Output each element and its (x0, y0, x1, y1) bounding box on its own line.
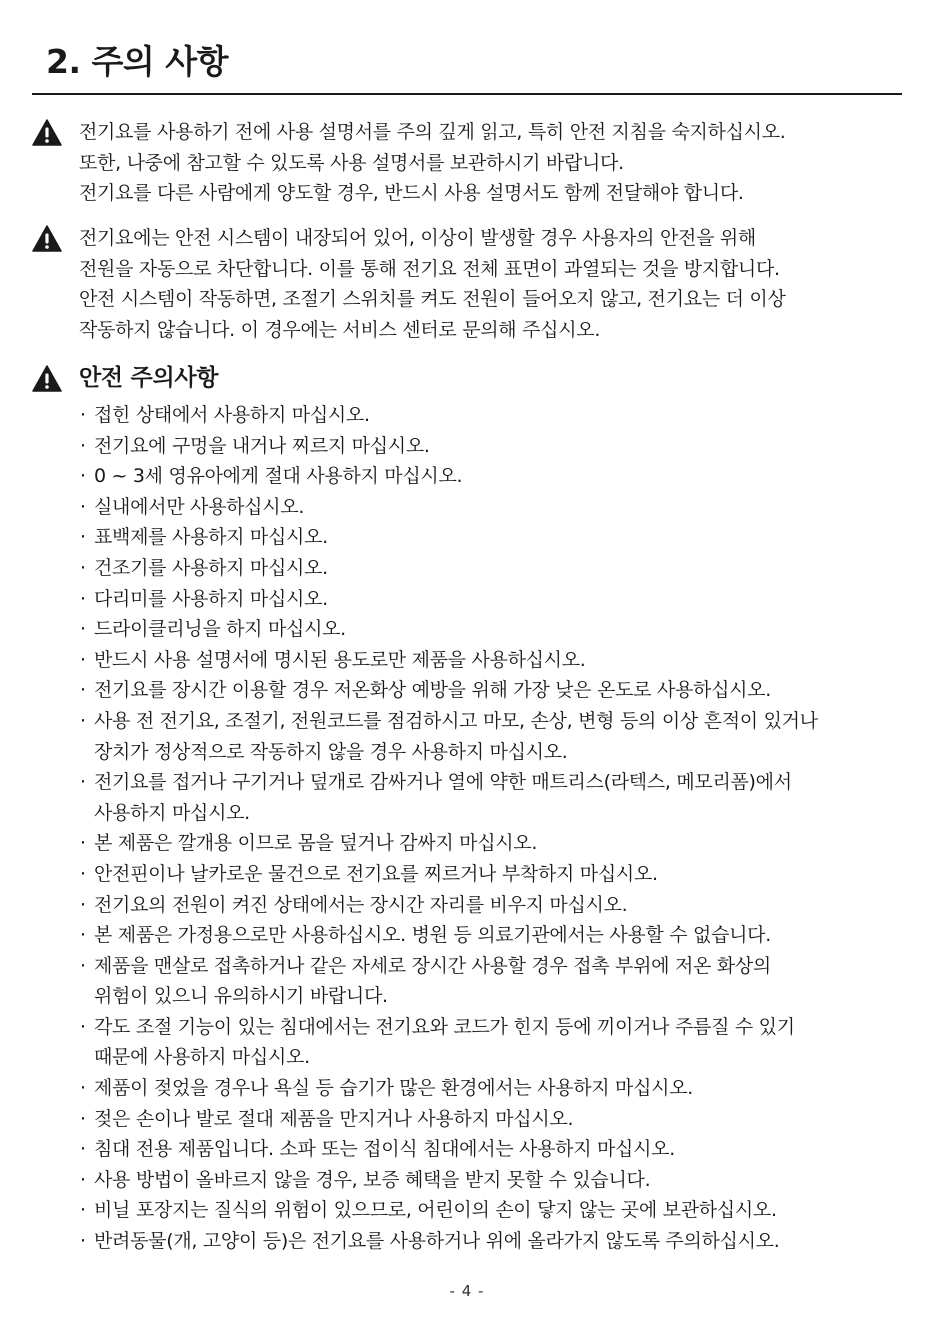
warning-text-line: 전기요를 다른 사람에게 양도할 경우, 반드시 사용 설명서도 함께 전달해야 합니다. (79, 182, 744, 205)
bullet-dot: · (80, 1138, 86, 1161)
safety-list-item (80, 1165, 900, 1196)
safety-item-text: 전기요의 전원이 켜진 상태에서는 장시간 자리를 비우지 마십시오. (94, 893, 628, 916)
safety-list-item (80, 492, 900, 523)
safety-list-item (80, 1195, 900, 1226)
bullet-dot: · (80, 1168, 86, 1191)
safety-item-text: 0 ~ 3세 영유아에게 절대 사용하지 마십시오. (94, 465, 463, 488)
warning-text-line: 또한, 나중에 참고할 수 있도록 사용 설명서를 보관하시기 바랍니다. (79, 151, 624, 174)
safety-item-text: 반려동물(개, 고양이 등)은 전기요를 사용하거나 위에 올라가지 않도록 주의하십시오. (94, 1230, 780, 1253)
safety-list-item (80, 859, 900, 890)
safety-item-text: 젖은 손이나 발로 절대 제품을 만지거나 사용하지 마십시오. (94, 1107, 574, 1130)
safety-item-text: 반드시 사용 설명서에 명시된 용도로만 제품을 사용하십시오. (94, 648, 586, 671)
bullet-dot: · (80, 1199, 86, 1222)
bullet-dot: · (80, 434, 86, 457)
warning-text-line: 전기요를 사용하기 전에 사용 설명서를 주의 깊게 읽고, 특히 안전 지침을 숙지하십시오. (79, 121, 786, 143)
warning-triangle-icon (32, 225, 62, 252)
bullet-dot: · (80, 1107, 86, 1130)
bullet-dot: · (80, 1015, 86, 1038)
safety-item-text: 전기요를 장시간 이용할 경우 저온화상 예방을 위해 가장 낮은 온도로 사용하십시오. (94, 679, 771, 702)
safety-item-text: 전기요를 접거나 구기거나 덮개로 감싸거나 열에 약한 매트리스(라텍스, 메모리폼)에서 (94, 771, 792, 794)
safety-list-item (80, 828, 900, 859)
warning-text-line: 전원을 자동으로 차단합니다. 이를 통해 전기요 전체 표면이 과열되는 것을 방지합니다. (79, 257, 780, 280)
safety-list-item (80, 400, 900, 431)
safety-list-item (80, 614, 900, 645)
section-title: 주의 사항 (91, 42, 229, 81)
bullet-dot: · (80, 1230, 86, 1253)
safety-item-text: 사용 방법이 올바르지 않을 경우, 보증 혜택을 받지 못할 수 있습니다. (94, 1168, 651, 1191)
safety-item-text: 전기요에 구멍을 내거나 찌르지 마십시오. (94, 434, 430, 457)
safety-list-item (80, 920, 900, 951)
safety-item-text: 다리미를 사용하지 마십시오. (94, 587, 328, 610)
bullet-dot: · (80, 954, 86, 977)
safety-list-item (80, 1073, 900, 1104)
bullet-dot: · (80, 862, 86, 885)
safety-list-item (80, 553, 900, 584)
bullet-dot: · (80, 404, 86, 426)
safety-item-text: 안전핀이나 날카로운 물건으로 전기요를 찌르거나 부착하지 마십시오. (94, 862, 658, 885)
title-divider (32, 93, 902, 95)
safety-list-item (80, 1226, 900, 1257)
section-number: 2. (46, 42, 81, 81)
safety-item-text: 장치가 정상적으로 작동하지 않을 경우 사용하지 마십시오. (94, 740, 568, 763)
warning-text-line: 전기요에는 안전 시스템이 내장되어 있어, 이상이 발생할 경우 사용자의 안전을 위해 (79, 227, 756, 249)
safety-item-text: 때문에 사용하지 마십시오. (94, 1046, 310, 1069)
bullet-dot: · (80, 924, 86, 947)
safety-item-text: 각도 조절 기능이 있는 침대에서는 전기요와 코드가 힌지 등에 끼이거나 주름질 수 있기 (94, 1015, 795, 1038)
safety-list (80, 400, 900, 1257)
bullet-dot: · (80, 648, 86, 671)
bullet-dot: · (80, 556, 86, 579)
safety-item-text: 제품이 젖었을 경우나 욕실 등 습기가 많은 환경에서는 사용하지 마십시오. (94, 1077, 694, 1100)
bullet-dot: · (80, 1077, 86, 1100)
bullet-dot: · (80, 832, 86, 855)
safety-list-item (80, 767, 900, 828)
safety-item-text: 표백제를 사용하지 마십시오. (94, 526, 328, 549)
safety-list-item (80, 706, 900, 767)
page-title (46, 38, 228, 86)
safety-list-item (80, 1134, 900, 1165)
safety-list-item (80, 890, 900, 921)
safety-heading: 안전 주의사항 (79, 365, 219, 391)
bullet-dot: · (80, 526, 86, 549)
safety-list-item (80, 645, 900, 676)
safety-list-item (80, 1012, 900, 1073)
safety-list-item (80, 431, 900, 462)
safety-list-item (80, 1104, 900, 1135)
safety-item-text: 비닐 포장지는 질식의 위험이 있으므로, 어린이의 손이 닿지 않는 곳에 보관하십시오. (94, 1199, 777, 1222)
safety-item-text: 건조기를 사용하지 마십시오. (94, 556, 328, 579)
safety-item-text: 사용하지 마십시오. (94, 801, 250, 824)
safety-list-item (80, 461, 900, 492)
bullet-dot: · (80, 495, 86, 518)
bullet-dot: · (80, 465, 86, 488)
safety-item-text: 드라이클리닝을 하지 마십시오. (94, 618, 346, 641)
safety-list-item (80, 675, 900, 706)
safety-item-text: 제품을 맨살로 접촉하거나 같은 자세로 장시간 사용할 경우 접촉 부위에 저온 화상의 (94, 954, 771, 977)
safety-list-item (80, 584, 900, 615)
warning-text-line: 안전 시스템이 작동하면, 조절기 스위치를 켜도 전원이 들어오지 않고, 전기요는 더 이상 (79, 288, 786, 311)
warning-triangle-icon (32, 365, 62, 392)
bullet-dot: · (80, 679, 86, 702)
safety-list-item (80, 522, 900, 553)
safety-item-text: 본 제품은 가정용으로만 사용하십시오. 병원 등 의료기관에서는 사용할 수 없습니다. (94, 924, 771, 947)
bullet-dot: · (80, 709, 86, 732)
bullet-dot: · (80, 771, 86, 794)
warning-triangle-icon (32, 119, 62, 146)
safety-item-text: 접힌 상태에서 사용하지 마십시오. (94, 404, 370, 426)
safety-item-text: 위험이 있으니 유의하시기 바랍니다. (94, 985, 388, 1008)
bullet-dot: · (80, 893, 86, 916)
safety-section-header (32, 361, 632, 397)
page-number: - 4 - (449, 1282, 485, 1300)
safety-list-item (80, 951, 900, 1012)
warning-text-line: 작동하지 않습니다. 이 경우에는 서비스 센터로 문의해 주십시오. (79, 318, 601, 341)
bullet-dot: · (80, 587, 86, 610)
safety-item-text: 침대 전용 제품입니다. 소파 또는 접이식 침대에서는 사용하지 마십시오. (94, 1138, 675, 1161)
safety-item-text: 본 제품은 깔개용 이므로 몸을 덮거나 감싸지 마십시오. (94, 832, 538, 855)
safety-item-text: 사용 전 전기요, 조절기, 전원코드를 점검하시고 마모, 손상, 변형 등의 이상 흔적이 있거나 (94, 709, 818, 732)
safety-item-text: 실내에서만 사용하십시오. (94, 495, 305, 518)
bullet-dot: · (80, 618, 86, 641)
